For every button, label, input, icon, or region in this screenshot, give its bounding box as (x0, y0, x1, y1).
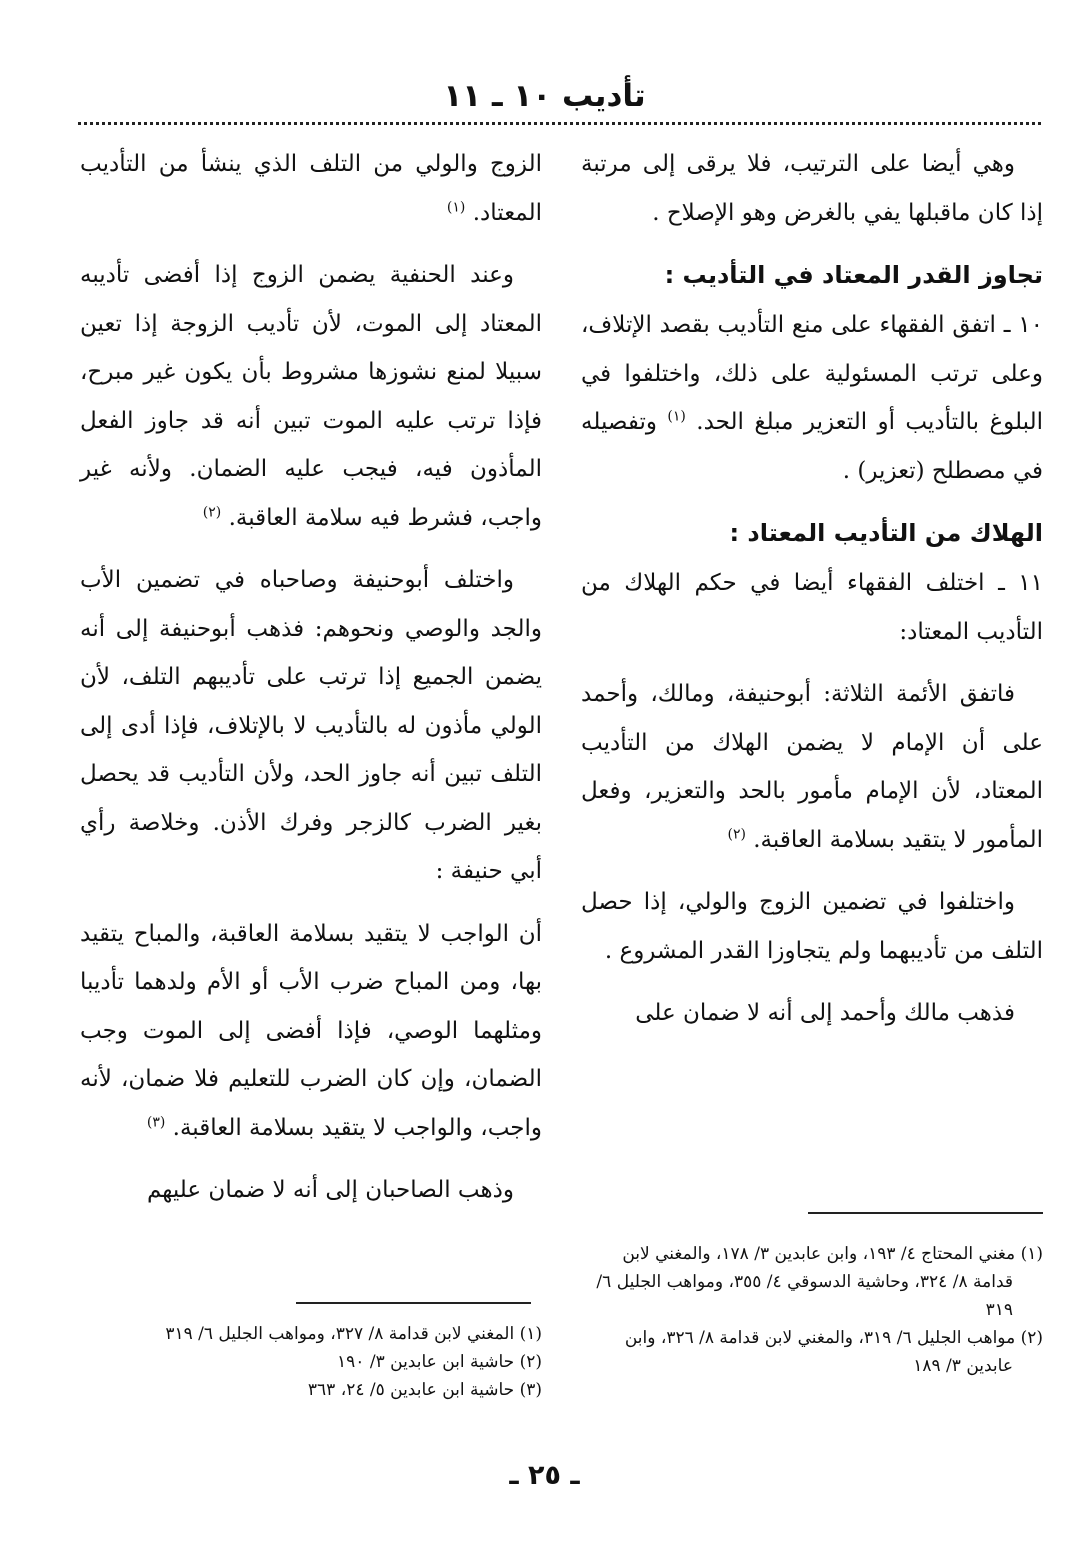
section-heading: الهلاك من التأديب المعتاد : (729, 519, 1043, 547)
paragraph: واختلف أبوحنيفة وصاحباه في تضمين الأب والجد والوصي ونحوهم: فذهب أبوحنيفة إلى أنه يضمن الجميع إذا ترتب على تأديبهم التلف، لأن الولي مأذون له بالتأديب لا بالإتلاف، فإذا أدى إلى التلف تبين أنه جاوز الحد، ولأن التأديب قد يحصل بغير الضرب كالزجر وفرك الأذن. وخلاصة رأي أبي حنيفة : (80, 567, 542, 884)
footnote: (٣) حاشية ابن عابدين ٥/ ٢٤، ٣٦٣ (307, 1380, 542, 1400)
paragraph-text: أن الواجب لا يتقيد بسلامة العاقبة، والمباح يتقيد بها، ومن المباح ضرب الأب أو الأم ولدهما تأديبا ومثلهما الوصي، فإذا أفضى إلى الموت وجب الضمان، وإن كان الضرب للتعليم فلا ضمان، لأنه واجب، والواجب لا يتقيد بسلامة العاقبة. (80, 920, 542, 1141)
footnote: (٢) حاشية ابن عابدين ٣/ ١٩٠ (337, 1352, 542, 1372)
paragraph-text: فاتفق الأئمة الثلاثة: أبوحنيفة، ومالك، وأحمد على أن الإمام لا يضمن الهلاك من التأديب المعتاد، لأن الإمام مأمور بالحد والتعزير، وفعل المأمور لا يتقيد بسلامة العاقبة. (581, 681, 1043, 853)
paragraph-text: اتفق الفقهاء على منع التأديب بقصد الإتلاف، وعلى ترتب المسئولية على ذلك، واختلفوا في البلوغ بالتأديب أو التعزير مبلغ الحد. (581, 312, 1043, 435)
right-column (581, 140, 1043, 1038)
footnote: (٢) مواهب الجليل ٦/ ٣١٩، والمغني لابن قدامة ٨/ ٣٢٦، وابن عابدين ٣/ ١٨٩ (624, 1328, 1043, 1376)
footnote: (١) مغني المحتاج ٤/ ١٩٣، وابن عابدين ٣/ ١٧٨، والمغني لابن قدامة ٨/ ٣٢٤، وحاشية الدسوقي ٤/ ٣٥٥، ومواهب الجليل ٦/ ٣١٩ (596, 1244, 1043, 1320)
paragraph (80, 140, 542, 237)
paragraph (581, 301, 1043, 495)
paragraph-number: ١٠ ـ (1003, 312, 1043, 338)
header-dotted-rule (78, 122, 1041, 125)
paragraph-text: الزوج والولي من التلف الذي ينشأ من التأديب المعتاد. (80, 151, 542, 226)
paragraph (80, 910, 542, 1153)
paragraph (581, 559, 1043, 656)
paragraph: فذهب مالك وأحمد إلى أنه لا ضمان على (635, 1000, 1015, 1026)
paragraph-text: اختلف الفقهاء أيضا في حكم الهلاك من التأديب المعتاد: (581, 570, 1043, 645)
footnote-rule (296, 1302, 531, 1304)
paragraph-text: وعند الحنفية يضمن الزوج إذا أفضى تأديبه المعتاد إلى الموت، لأن تأديب الزوجة إذا تعين سبيلا لمنع نشوزها مشروط بأن يكون غير مبرح، فإذا ترتب عليه الموت تبين أنه قد جاوز الفعل المأذون فيه، فيجب عليه الضمان. ولأنه غير واجب، فشرط فيه سلامة العاقبة. (80, 262, 542, 531)
paragraph-text: وتفصيله في مصطلح (تعزير) . (581, 409, 1043, 484)
paragraph: وهي أيضا على الترتيب، فلا يرقى إلى مرتبة إذا كان ماقبلها يفي بالغرض وهو الإصلاح . (581, 151, 1043, 226)
footnote-ref: (٣) (146, 1113, 166, 1130)
footnote-rule (808, 1212, 1043, 1214)
page-number: ـ ٢٥ ـ (509, 1460, 580, 1491)
footnote-ref: (٢) (202, 503, 222, 520)
paragraph (80, 251, 542, 542)
footnote-ref: (١) (667, 408, 686, 425)
section-heading: تجاوز القدر المعتاد في التأديب : (664, 261, 1043, 289)
left-column (80, 140, 542, 1215)
running-title: تأديب ١٠ ـ ١١ (443, 78, 646, 114)
footnotes-right (581, 1240, 1043, 1380)
paragraph-number: ١١ ـ (998, 570, 1043, 596)
footnote: (١) المغني لابن قدامة ٨/ ٣٢٧، ومواهب الجليل ٦/ ٣١٩ (165, 1324, 542, 1344)
paragraph: واختلفوا في تضمين الزوج والولي، إذا حصل التلف من تأديبهما ولم يتجاوزا القدر المشروع . (581, 889, 1043, 964)
paragraph: وذهب الصاحبان إلى أنه لا ضمان عليهم (146, 1177, 514, 1203)
footnote-ref: (٢) (727, 825, 746, 842)
footnote-ref: (١) (446, 198, 466, 215)
footnotes-left (80, 1320, 542, 1404)
paragraph (581, 670, 1043, 864)
